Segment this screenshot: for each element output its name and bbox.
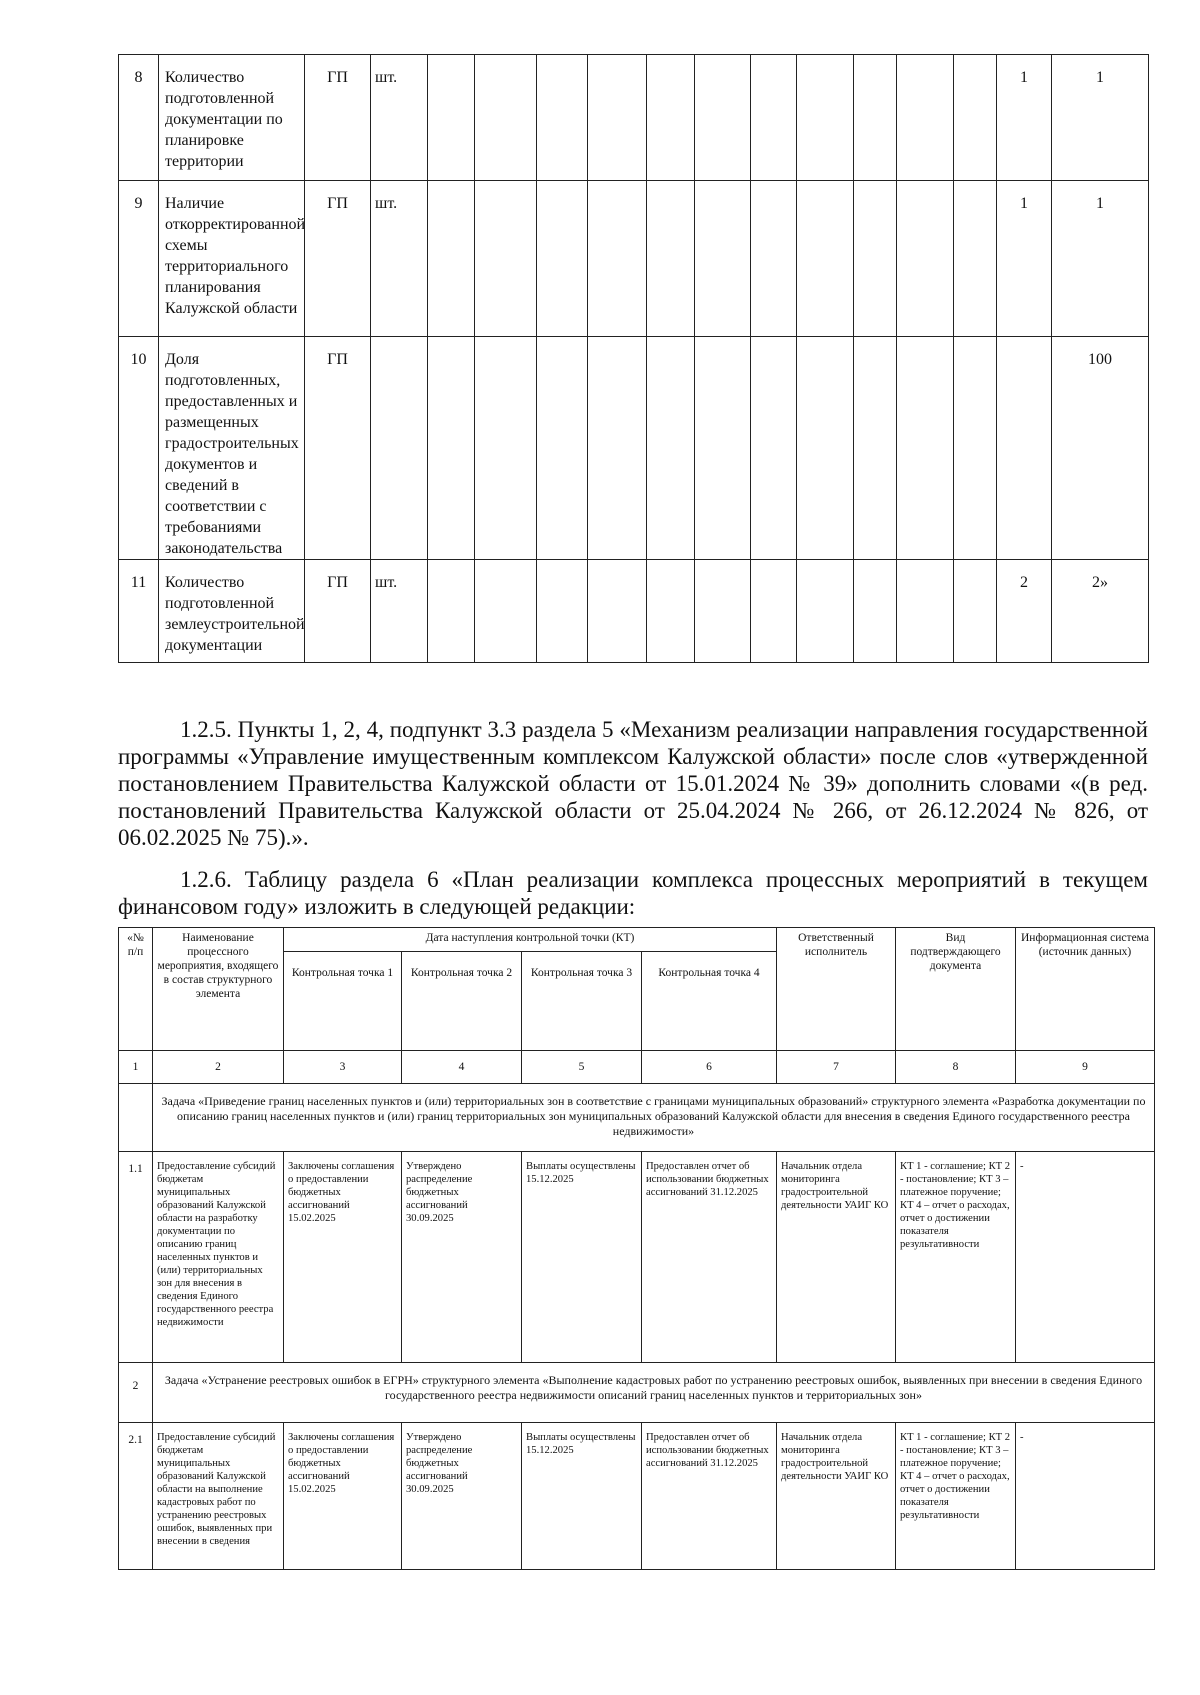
indicator-unit: шт.	[371, 181, 428, 337]
indicator-unit	[371, 337, 428, 560]
row-number: 1.1	[119, 1152, 153, 1363]
row-number: 10	[119, 337, 159, 560]
info-value: -	[1016, 1152, 1155, 1363]
header-info: Информационная система (источник данных)	[1016, 928, 1155, 1051]
task-number	[119, 1084, 153, 1152]
doc-value: КТ 1 - соглашение; КТ 2 - постановление; КТ 3 – платежное поручение; КТ 4 – отчет о расходах, отчет о достижении показателя результативности	[896, 1423, 1016, 1570]
kt3-value: Выплаты осуществлены 15.12.2025	[522, 1423, 642, 1570]
header-kt3: Контрольная точка 3	[522, 952, 642, 1051]
col-number: 1	[119, 1051, 153, 1084]
indicator-value-1: 1	[997, 55, 1052, 181]
column-numbers-row	[119, 1051, 1155, 1084]
task-row	[119, 1084, 1155, 1152]
activity-name: Предоставление субсидий бюджетам муниципальных образований Калужской области на выполнение кадастровых работ по устранению реестровых ошибок, выявленных при внесении в сведения	[153, 1423, 284, 1570]
indicator-source: ГП	[305, 181, 371, 337]
col-number: 3	[284, 1051, 402, 1084]
task-text: Задача «Приведение границ населенных пунктов и (или) территориальных зон в соответствие с границами муниципальных образований» структурного элемента «Разработка документации по описанию границ населенных пунктов и (или) границ территориальных зон муниципальных образований Калужской области для внесения в сведения Единого государственного реестра недвижимости»	[153, 1084, 1155, 1152]
info-value: -	[1016, 1423, 1155, 1570]
row-number: 9	[119, 181, 159, 337]
indicator-source: ГП	[305, 55, 371, 181]
indicator-unit: шт.	[371, 560, 428, 663]
col-number: 4	[402, 1051, 522, 1084]
header-num: «№ п/п	[119, 928, 153, 1051]
col-number: 9	[1016, 1051, 1155, 1084]
kt4-value: Предоставлен отчет об использовании бюджетных ассигнований 31.12.2025	[642, 1423, 777, 1570]
paragraph-1-2-6	[118, 866, 1148, 920]
plan-table	[118, 927, 1155, 1570]
col-number: 8	[896, 1051, 1016, 1084]
indicator-value-2: 1	[1052, 181, 1149, 337]
kt2-value: Утверждено распределение бюджетных ассигнований 30.09.2025	[402, 1152, 522, 1363]
indicator-name: Количество подготовленной землеустроительной документации	[159, 560, 305, 663]
task-row	[119, 1363, 1155, 1423]
indicator-name: Количество подготовленной документации по планировке территории	[159, 55, 305, 181]
indicator-source: ГП	[305, 337, 371, 560]
col-number: 5	[522, 1051, 642, 1084]
table-row	[119, 181, 1149, 337]
kt4-value: Предоставлен отчет об использовании бюджетных ассигнований 31.12.2025	[642, 1152, 777, 1363]
table-row	[119, 1423, 1155, 1570]
paragraph-1-2-5	[118, 716, 1148, 851]
header-row	[119, 928, 1155, 952]
table-row	[119, 337, 1149, 560]
indicator-source: ГП	[305, 560, 371, 663]
col-number: 7	[777, 1051, 896, 1084]
responsible-value: Начальник отдела мониторинга градостроительной деятельности УАИГ КО	[777, 1152, 896, 1363]
indicator-unit: шт.	[371, 55, 428, 181]
kt2-value: Утверждено распределение бюджетных ассигнований 30.09.2025	[402, 1423, 522, 1570]
row-number: 8	[119, 55, 159, 181]
header-kt2: Контрольная точка 2	[402, 952, 522, 1051]
doc-value: КТ 1 - соглашение; КТ 2 - постановление; КТ 3 – платежное поручение; КТ 4 – отчет о расходах, отчет о достижении показателя результативности	[896, 1152, 1016, 1363]
row-number: 2.1	[119, 1423, 153, 1570]
header-kt4: Контрольная точка 4	[642, 952, 777, 1051]
col-number: 6	[642, 1051, 777, 1084]
table-row	[119, 55, 1149, 181]
col-number: 2	[153, 1051, 284, 1084]
task-text: Задача «Устранение реестровых ошибок в ЕГРН» структурного элемента «Выполнение кадастровых работ по устранению реестровых ошибок, выявленных при внесении в сведения Единого государственного реестра недвижимости описаний границ населенных пунктов и территориальных зон»	[153, 1363, 1155, 1423]
indicator-value-2: 1	[1052, 55, 1149, 181]
header-name: Наименование процессного мероприятия, входящего в состав структурного элемента	[153, 928, 284, 1051]
indicator-name: Наличие откорректированной схемы территориального планирования Калужской области	[159, 181, 305, 337]
kt3-value: Выплаты осуществлены 15.12.2025	[522, 1152, 642, 1363]
paragraph-text: 1.2.6. Таблицу раздела 6 «План реализации комплекса процессных мероприятий в текущем финансовом году» изложить в следующей редакции:	[118, 867, 1148, 919]
header-kt1: Контрольная точка 1	[284, 952, 402, 1051]
indicator-value-2: 2»	[1052, 560, 1149, 663]
table-row	[119, 1152, 1155, 1363]
indicator-name: Доля подготовленных, предоставленных и размещенных градостроительных документов и сведений в соответствии с требованиями законодательства	[159, 337, 305, 560]
row-number: 11	[119, 560, 159, 663]
indicator-value-2: 100	[1052, 337, 1149, 560]
header-kt-group: Дата наступления контрольной точки (КТ)	[284, 928, 777, 952]
indicator-value-1: 2	[997, 560, 1052, 663]
kt1-value: Заключены соглашения о предоставлении бюджетных ассигнований 15.02.2025	[284, 1423, 402, 1570]
table-row	[119, 560, 1149, 663]
responsible-value: Начальник отдела мониторинга градостроительной деятельности УАИГ КО	[777, 1423, 896, 1570]
header-doc: Вид подтверждающего документа	[896, 928, 1016, 1051]
paragraph-text: 1.2.5. Пункты 1, 2, 4, подпункт 3.3 раздела 5 «Механизм реализации направления государственной программы «Управление имущественным комплексом Калужской области» после слов «утвержденной постановлением Правительства Калужской области от 15.01.2024 № 39» дополнить словами «(в ред. постановлений Правительства Калужской области от 25.04.2024 № 266, от 26.12.2024 № 826, от 06.02.2025 № 75).».	[118, 717, 1148, 850]
indicator-value-1	[997, 337, 1052, 560]
header-responsible: Ответственный исполнитель	[777, 928, 896, 1051]
kt1-value: Заключены соглашения о предоставлении бюджетных ассигнований 15.02.2025	[284, 1152, 402, 1363]
indicators-table	[118, 54, 1149, 663]
activity-name: Предоставление субсидий бюджетам муниципальных образований Калужской области на разработку документации по описанию границ населенных пунктов и (или) территориальных зон для внесения в сведения Единого государственного реестра недвижимости	[153, 1152, 284, 1363]
task-number: 2	[119, 1363, 153, 1423]
indicator-value-1: 1	[997, 181, 1052, 337]
